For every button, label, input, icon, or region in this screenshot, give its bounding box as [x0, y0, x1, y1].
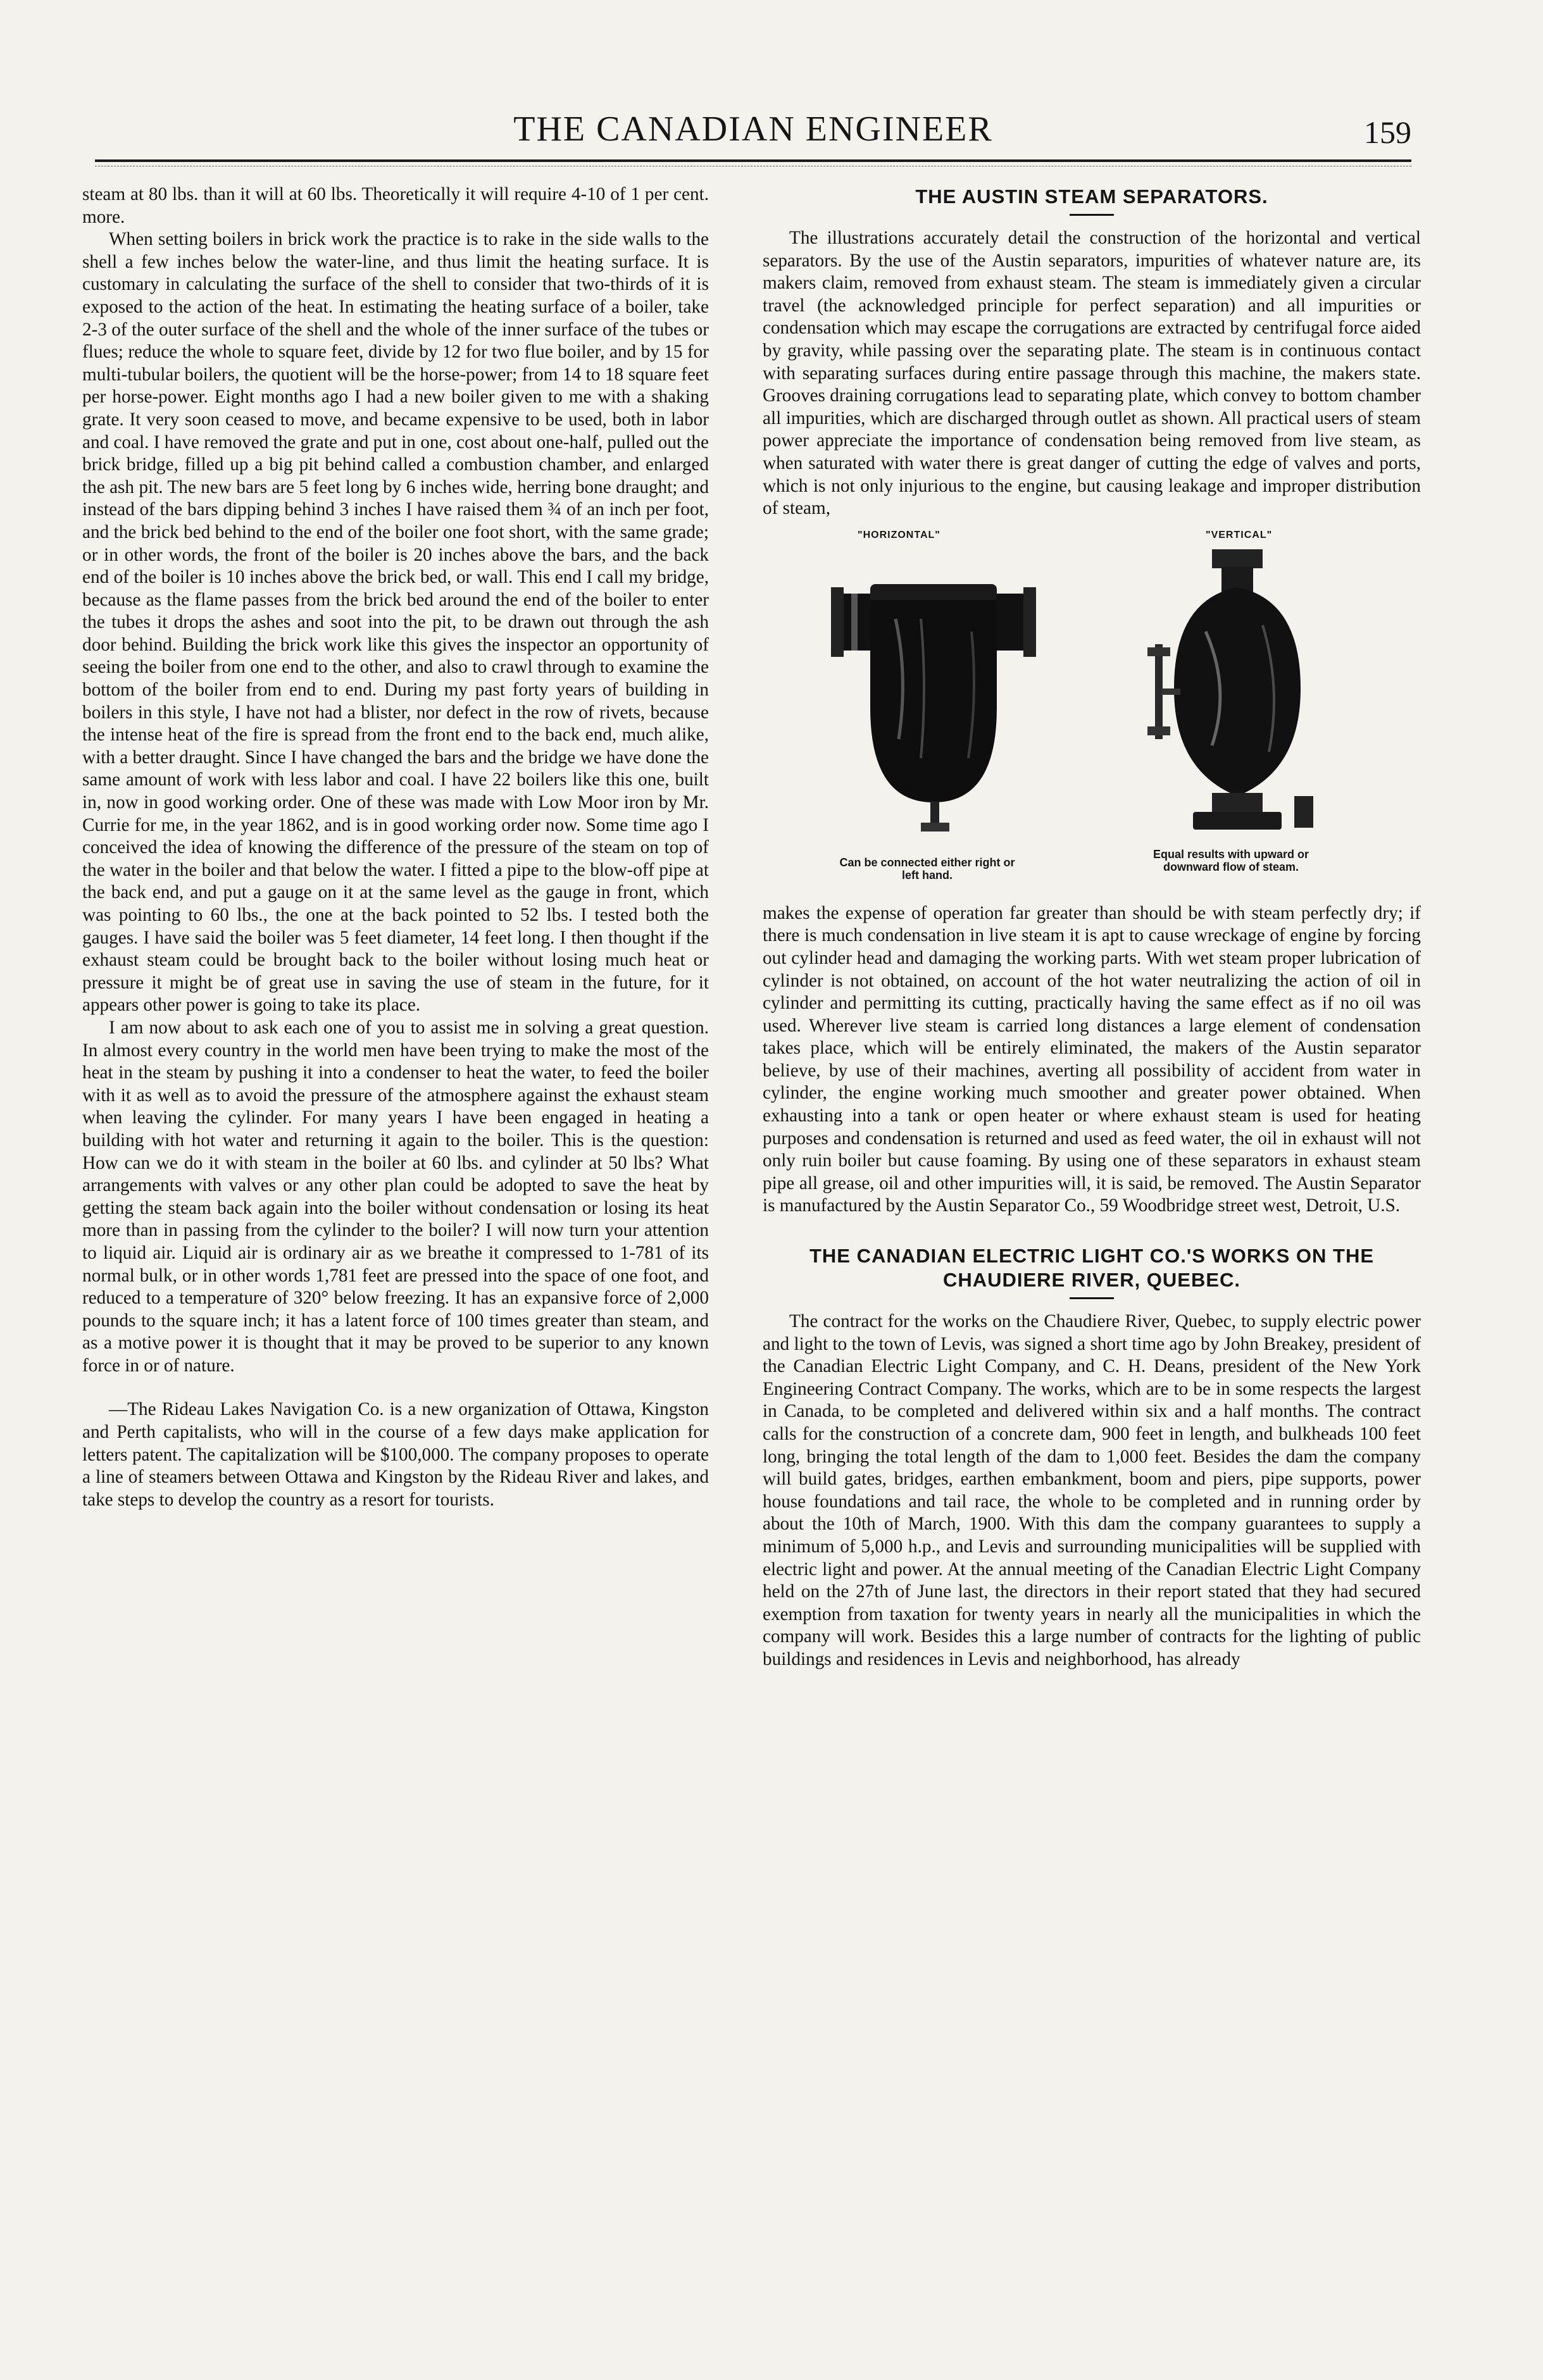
paragraph: I am now about to ask each one of you to assist me in solving a great question. In almost every country in the world men have been trying to make the most of the heat in the steam by pushing it into a condenser to heat the water, to feed the boiler with it as well as to avoid the pressure of the atmosphere against the exhaust steam when leaving the cylinder. For many years I have been engaged in heating a building with hot water and returning it again to the boiler. This is the question: How can we do it with steam in the boiler at 60 lbs. and cylinder at 50 lbs? What arrangements with valves or any other plan could be adopted to save the heat by getting the steam back again into the boiler without condensation or losing its heat more than in passing from the cylinder to the boiler? I will now turn your attention to liquid air. Liquid air is ordinary air as we breathe it compressed to 1-781 of its normal bulk, or in other words 1,781 feet are pressed into the space of one foot, and reduced to a temperature of 320° below freezing. It has an expansive force of 2,000 pounds to the square inch; it has a latent force of 100 times greater than steam, and as a motive power it is thought that it may be proved to be superior to any known force in or of nature. [82, 1017, 709, 1376]
left-column [82, 184, 709, 1511]
paragraph: The contract for the works on the Chaudiere River, Quebec, to supply electric power and light to the town of Levis, was signed a short time ago by John Breakey, president of the Canadian Electric Light Company, and C. H. Deans, president of the New York Engineering Contract Company. The works, which are to be in some respects the largest in Canada, to be completed and delivered within six and a half months. The contract calls for the construction of a concrete dam, 900 feet in length, and bulkheads 100 feet long, bringing the total length of the dam to 1,000 feet. Besides the dam the company will build gates, bridges, earthen embankment, boom and piers, pipe supports, power house foundations and tail race, the whole to be completed and in running order by about the 10th of March, 1900. With this dam the company guarantees to supply a minimum of 5,000 h.p., and Levis and surrounding municipalities will be supplied with electric light and power. At the annual meeting of the Canadian Electric Light Company held on the 27th of June last, the directors in their report stated that they had secured exemption from taxation for twenty years in nearly all the municipalities in which the company will work. Besides this a large number of contracts for the lighting of public buildings and residences in Levis and neighborhood, has already [763, 1311, 1421, 1669]
paragraph: When setting boilers in brick work the practice is to rake in the side walls to the shell a few inches below the water-line, and thus limit the heating surface. It is customary in calculating the surface of the shell to consider that two-thirds of it is exposed to the action of the heat. In estimating the heating surface of a boiler, take 2-3 of the outer surface of the shell and the whole of the inner surface of the tubes or flues; reduce the whole to square feet, divide by 12 for two flue boiler, and by 15 for multi-tubular boilers, the quotient will be the horse-power; from 14 to 18 square feet per horse-power. Eight months ago I had a new boiler given to me with a shaking grate. It very soon ceased to move, and became expensive to be used, both in labor and coal. I have removed the grate and put in one, cost about one-half, pulled out the brick bridge, filled up a big pit behind called a combustion chamber, and enlarged the ash pit. The new bars are 5 feet long by 6 inches wide, herring bone draught; and instead of the bars dipping behind 3 inches I have raised them ¾ of an inch per foot, and the brick bed behind to the end of the boiler one foot short, with the same grade; or in other words, the front of the boiler is 20 inches above the bars, and the back end of the boiler is 10 inches above the brick bed, or wall. This end I call my bridge, because as the flame passes from the brick bed around the end of the boiler to enter the tubes it drops the ashes and soot into the pit, to be drawn out through the ash door behind. Building the brick work like this gives the inspector an opportunity of seeing the boiler from one end to the other, and also to crawl through to examine the bottom of the boiler from end to end. During my past forty years of building in boilers in this style, I have not had a blister, nor defect in the row of rivets, because the intense heat of the fire is spread from the front end to the back end, much alike, with a better draught. Since I have changed the bars and the bridge we have done the same amount of work with less labor and coal. I have 22 boilers like this one, built in, now in good working order. One of these was made with Low Moor iron by Mr. Currie for me, in the year 1862, and is in good working order now. Some time ago I conceived the idea of knowing the difference of the pressure of the steam on top of the water in the boiler and that below the water. I fitted a pipe to the blow-off pipe at the back end, and put a gauge on it at the same level as the gauge in front, which was pointing to 60 lbs., the one at the back pointed to 52 lbs. I tested both the gauges. I have said the boiler was 5 feet diameter, 14 feet long. I then thought if the exhaust steam could be brought back to the boiler without losing much heat or pressure it might be of great use in saving the use of steam in the future, for it appears other power is going to take its place. [82, 229, 709, 1016]
title-rule [1070, 214, 1114, 216]
title-rule [1070, 1297, 1114, 1299]
horizontal-separator-image [826, 549, 1041, 853]
page-header [95, 109, 1411, 159]
separator-illustrations [763, 524, 1421, 897]
right-column [763, 184, 1421, 1671]
spacer [763, 1218, 1421, 1243]
journal-title: THE CANADIAN ENGINEER [513, 109, 993, 149]
header-rule [95, 159, 1411, 162]
figure-caption: Can be connected either right or left hand. [839, 856, 1015, 882]
spacer [82, 1377, 709, 1399]
vertical-separator-image [1136, 543, 1339, 840]
paragraph: steam at 80 lbs. than it will at 60 lbs. Theoretically it will require 4-10 of 1 per cent. more. [82, 184, 709, 227]
figure-label: "VERTICAL" [1206, 529, 1273, 540]
paragraph: makes the expense of operation far greater than should be with steam perfectly dry; if there is much condensation in live steam it is apt to cause wreckage of engine by forcing out cylinder head and damaging the working parts. With wet steam proper lubrication of cylinder is not obtained, on account of the hot water neutralizing the action of oil in cylinder and permitting its cutting, practically having the same effect as if no oil was used. Wherever live steam is carried long distances a large element of condensation takes place, which will be entirely eliminated, the makers of the Austin separator believe, by use of their machines, averting all possibility of accident from water in cylinder, the engine working much smoother and greater power obtained. When exhausting into a tank or open heater or where exhaust steam is used for heating purposes and condensation is returned and used as feed water, the oil in exhaust will not only ruin boiler but cause foaming. By using one of these separators in exhaust steam pipe all grease, oil and other impurities will, it is said, be removed. The Austin Separator is manufactured by the Austin Separator Co., 59 Woodbridge street west, Detroit, U.S. [763, 902, 1421, 1216]
section-title: THE AUSTIN STEAM SEPARATORS. [915, 185, 1268, 208]
figure-caption: Equal results with upward or downward flow of steam. [1153, 847, 1309, 873]
paragraph: The illustrations accurately detail the construction of the horizontal and vertical separators. By the use of the Austin separators, impurities of whatever nature are, its makers claim, removed from exhaust steam. The steam is immediately given a circular travel (the acknowledged principle for perfect separation) and all impurities or condensation which may escape the corrugations are extracted by centrifugal force aided by gravity, while passing over the separating plate. The steam is in continuous contact with separating surfaces during entire passage through this machine, the makers state. Grooves draining corrugations lead to separating plate, which convey to bottom chamber all impurities, which are discharged through outlet as shown. All practical users of steam power appreciate the importance of condensation being removed from live steam, as when saturated with water there is great danger of cutting the edge of valves and ports, which is not only injurious to the engine, but causing leakage and improper distribution of steam, [763, 228, 1421, 519]
section-title: THE CANADIAN ELECTRIC LIGHT CO.'S WORKS ON THE CHAUDIERE RIVER, QUEBEC. [809, 1245, 1375, 1292]
page-number: 159 [1364, 115, 1411, 150]
news-note [82, 1399, 709, 1511]
paragraph: —The Rideau Lakes Navigation Co. is a new organization of Ottawa, Kingston and Perth capitalists, who will in the course of a few days make application for letters patent. The capitalization will be $100,000. The company proposes to operate a line of steamers between Ottawa and Kingston by the Rideau River and lakes, and take steps to develop the country as a resort for tourists. [82, 1399, 709, 1510]
figure-label: "HORIZONTAL" [858, 529, 940, 540]
